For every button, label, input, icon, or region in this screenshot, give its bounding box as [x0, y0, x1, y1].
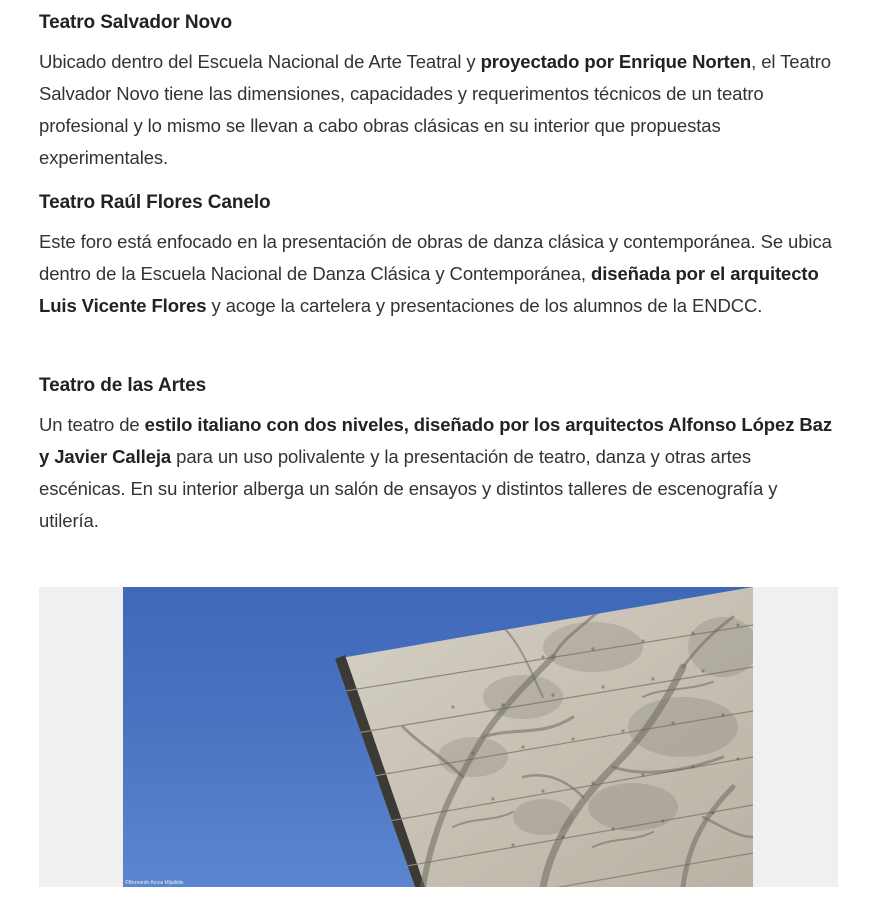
section-title-salvador-novo: Teatro Salvador Novo — [39, 12, 232, 33]
body-text-bold: estilo italiano con dos niveles, diseñado por los arquitectos Alfonso López Baz y Javier Calleja — [39, 414, 832, 467]
theater-facade-photo — [123, 587, 753, 887]
body-text: para un uso polivalente y la presentación de teatro, danza y otras artes escénicas. En su interior alberga un salón de ensayos y distintos talleres de escenografía y utilería. — [39, 446, 778, 531]
body-text: , el Teatro Salvador Novo tiene las dimensiones, capacidades y requerimentos técnicos de un teatro profesional y lo mismo se llevan a cabo obras clásicas en su interior que propuestas experimentales. — [39, 51, 831, 168]
section-body-salvador-novo — [39, 46, 839, 174]
facade-illustration — [123, 587, 753, 887]
photo-credit: ©Bernardo Arcos Mijailidis — [125, 880, 184, 886]
body-text-bold: diseñada por el arquitecto Luis Vicente Flores — [39, 263, 819, 316]
body-text: Un teatro de — [39, 414, 145, 435]
section-body-teatro-de-las-artes — [39, 409, 839, 537]
section-body-raul-flores-canelo — [39, 226, 839, 322]
body-text-bold: proyectado por Enrique Norten — [480, 51, 752, 72]
figure-container — [39, 587, 838, 887]
section-title-raul-flores-canelo: Teatro Raúl Flores Canelo — [39, 192, 271, 213]
body-text: y acoge la cartelera y presentaciones de los alumnos de la ENDCC. — [206, 295, 763, 316]
body-text: Este foro está enfocado en la presentación de obras de danza clásica y contemporánea. Se ubica dentro de la Escuela Nacional de Danza Clásica y Contemporánea, — [39, 231, 832, 284]
section-title-teatro-de-las-artes: Teatro de las Artes — [39, 375, 207, 396]
body-text: Ubicado dentro del Escuela Nacional de Arte Teatral y — [39, 51, 481, 72]
